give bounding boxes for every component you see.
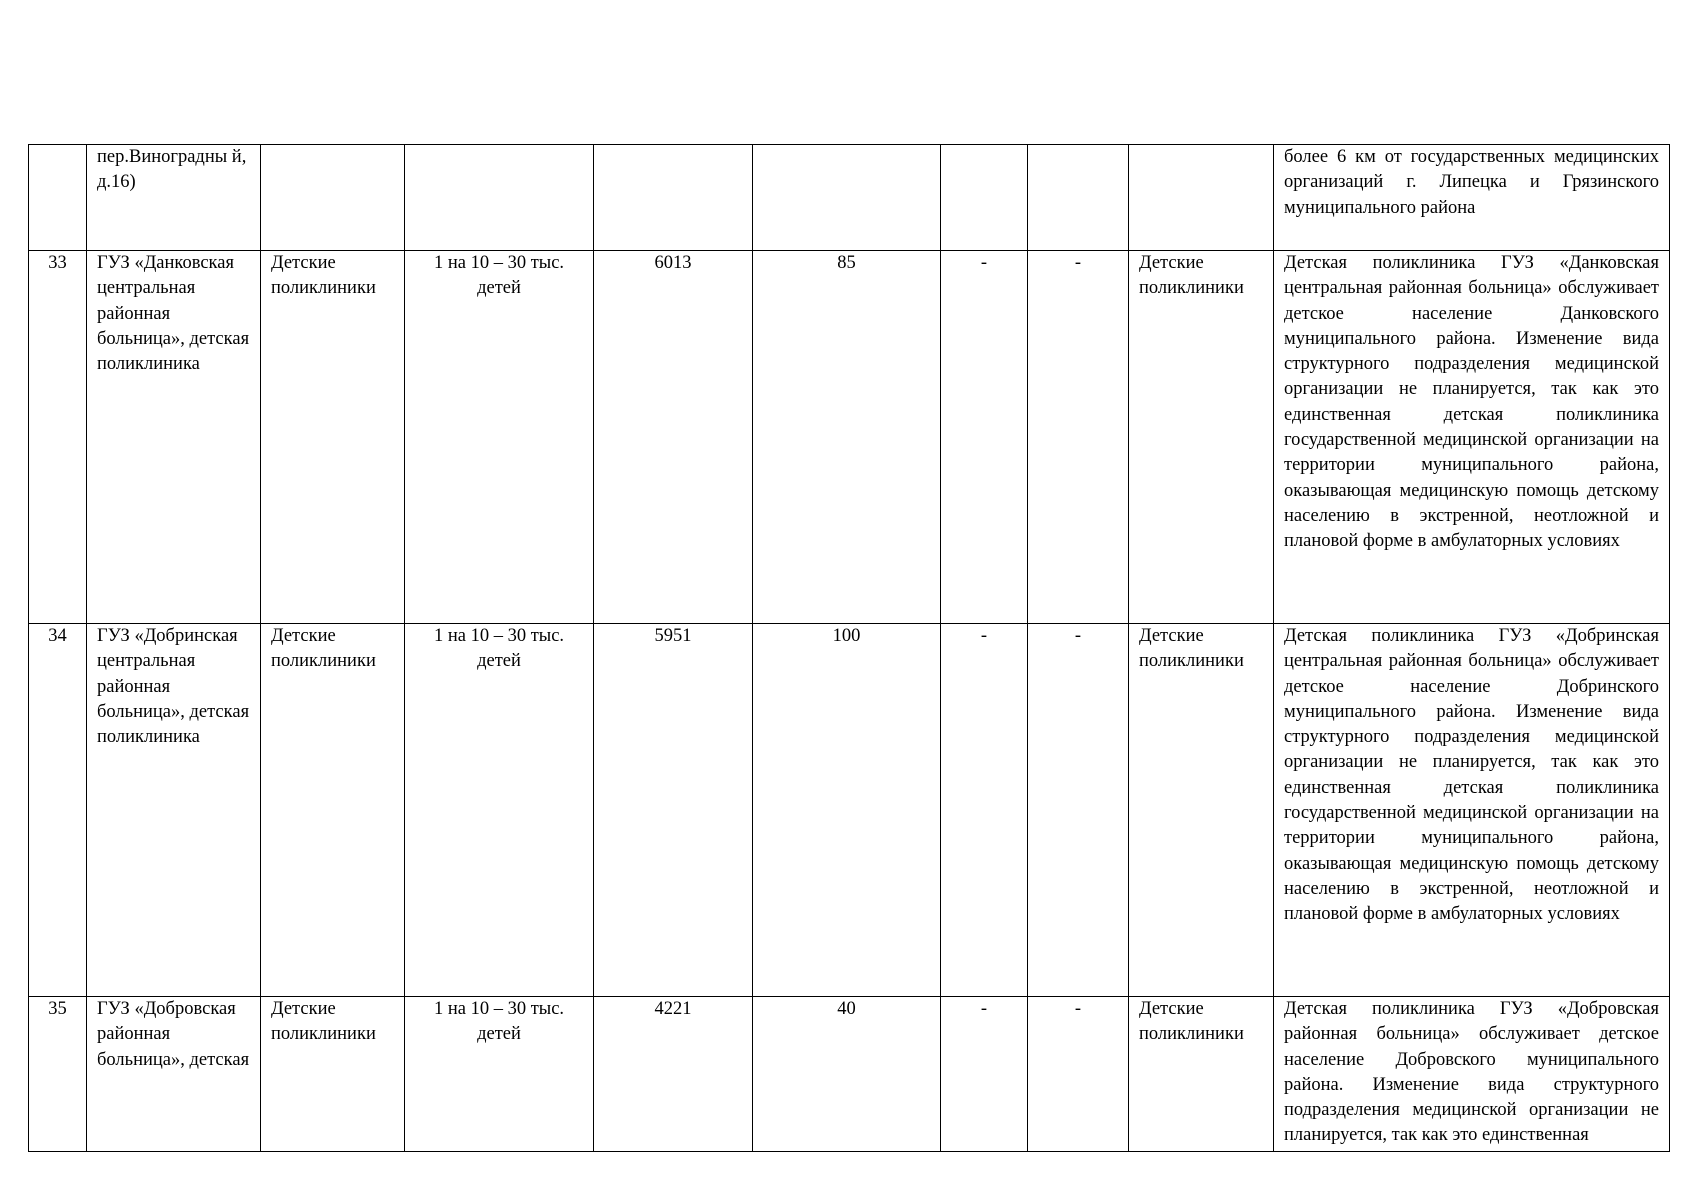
- comment-cell: Детская поликлиника ГУЗ «Данковская центральная районная больница» обслуживает детское население Данковского муниципального района. Изменение вида структурного подразделения медицинской организации не планируется, так как это единственная детская поликлиника государственной медицинской организации на территории муниципального района, оказывающая медицинскую помощь детскому населению в экстренной, неотложной и плановой форме в амбулаторных условиях: [1274, 251, 1670, 624]
- col8-cell: -: [1028, 251, 1129, 624]
- col8-cell: -: [1028, 624, 1129, 997]
- comment-cell: более 6 км от государственных медицинских организаций г. Липецка и Грязинского муниципального района: [1274, 145, 1670, 251]
- population-cell: [594, 145, 753, 251]
- col8-cell: [1028, 145, 1129, 251]
- population-cell: 4221: [594, 997, 753, 1152]
- planned-type-cell: Детские поликлиники: [1129, 251, 1274, 624]
- col7-cell: -: [941, 997, 1028, 1152]
- capacity-cell: 40: [753, 997, 941, 1152]
- unit-type-cell: Детские поликлиники: [261, 997, 405, 1152]
- planned-type-cell: Детские поликлиники: [1129, 997, 1274, 1152]
- row-number: [29, 145, 87, 251]
- facilities-table: [28, 144, 1670, 1152]
- row-number: 35: [29, 997, 87, 1152]
- unit-type-cell: [261, 145, 405, 251]
- norm-cell: 1 на 10 – 30 тыс. детей: [405, 624, 594, 997]
- capacity-cell: 85: [753, 251, 941, 624]
- col7-cell: [941, 145, 1028, 251]
- unit-type-cell: Детские поликлиники: [261, 251, 405, 624]
- population-cell: 6013: [594, 251, 753, 624]
- table-row: [29, 251, 1670, 624]
- organization-cell: ГУЗ «Добровская районная больница», детская: [87, 997, 261, 1152]
- col8-cell: -: [1028, 997, 1129, 1152]
- unit-type-cell: Детские поликлиники: [261, 624, 405, 997]
- table-row: [29, 997, 1670, 1152]
- row-number: 34: [29, 624, 87, 997]
- col7-cell: -: [941, 251, 1028, 624]
- row-number: 33: [29, 251, 87, 624]
- table-row: [29, 145, 1670, 251]
- norm-cell: 1 на 10 – 30 тыс. детей: [405, 997, 594, 1152]
- comment-cell: Детская поликлиника ГУЗ «Добринская центральная районная больница» обслуживает детское население Добринского муниципального района. Изменение вида структурного подразделения медицинской организации не планируется, так как это единственная детская поликлиника государственной медицинской организации на территории муниципального района, оказывающая медицинскую помощь детскому населению в экстренной, неотложной и плановой форме в амбулаторных условиях: [1274, 624, 1670, 997]
- planned-type-cell: Детские поликлиники: [1129, 624, 1274, 997]
- planned-type-cell: [1129, 145, 1274, 251]
- organization-cell: ГУЗ «Добринская центральная районная больница», детская поликлиника: [87, 624, 261, 997]
- population-cell: 5951: [594, 624, 753, 997]
- organization-cell: пер.Виноградны й, д.16): [87, 145, 261, 251]
- norm-cell: [405, 145, 594, 251]
- table-row: [29, 624, 1670, 997]
- capacity-cell: [753, 145, 941, 251]
- norm-cell: 1 на 10 – 30 тыс. детей: [405, 251, 594, 624]
- col7-cell: -: [941, 624, 1028, 997]
- capacity-cell: 100: [753, 624, 941, 997]
- comment-cell: Детская поликлиника ГУЗ «Добровская районная больница» обслуживает детское население Добровского муниципального района. Изменение вида структурного подразделения медицинской организации не планируется, так как это единственная: [1274, 997, 1670, 1152]
- organization-cell: ГУЗ «Данковская центральная районная больница», детская поликлиника: [87, 251, 261, 624]
